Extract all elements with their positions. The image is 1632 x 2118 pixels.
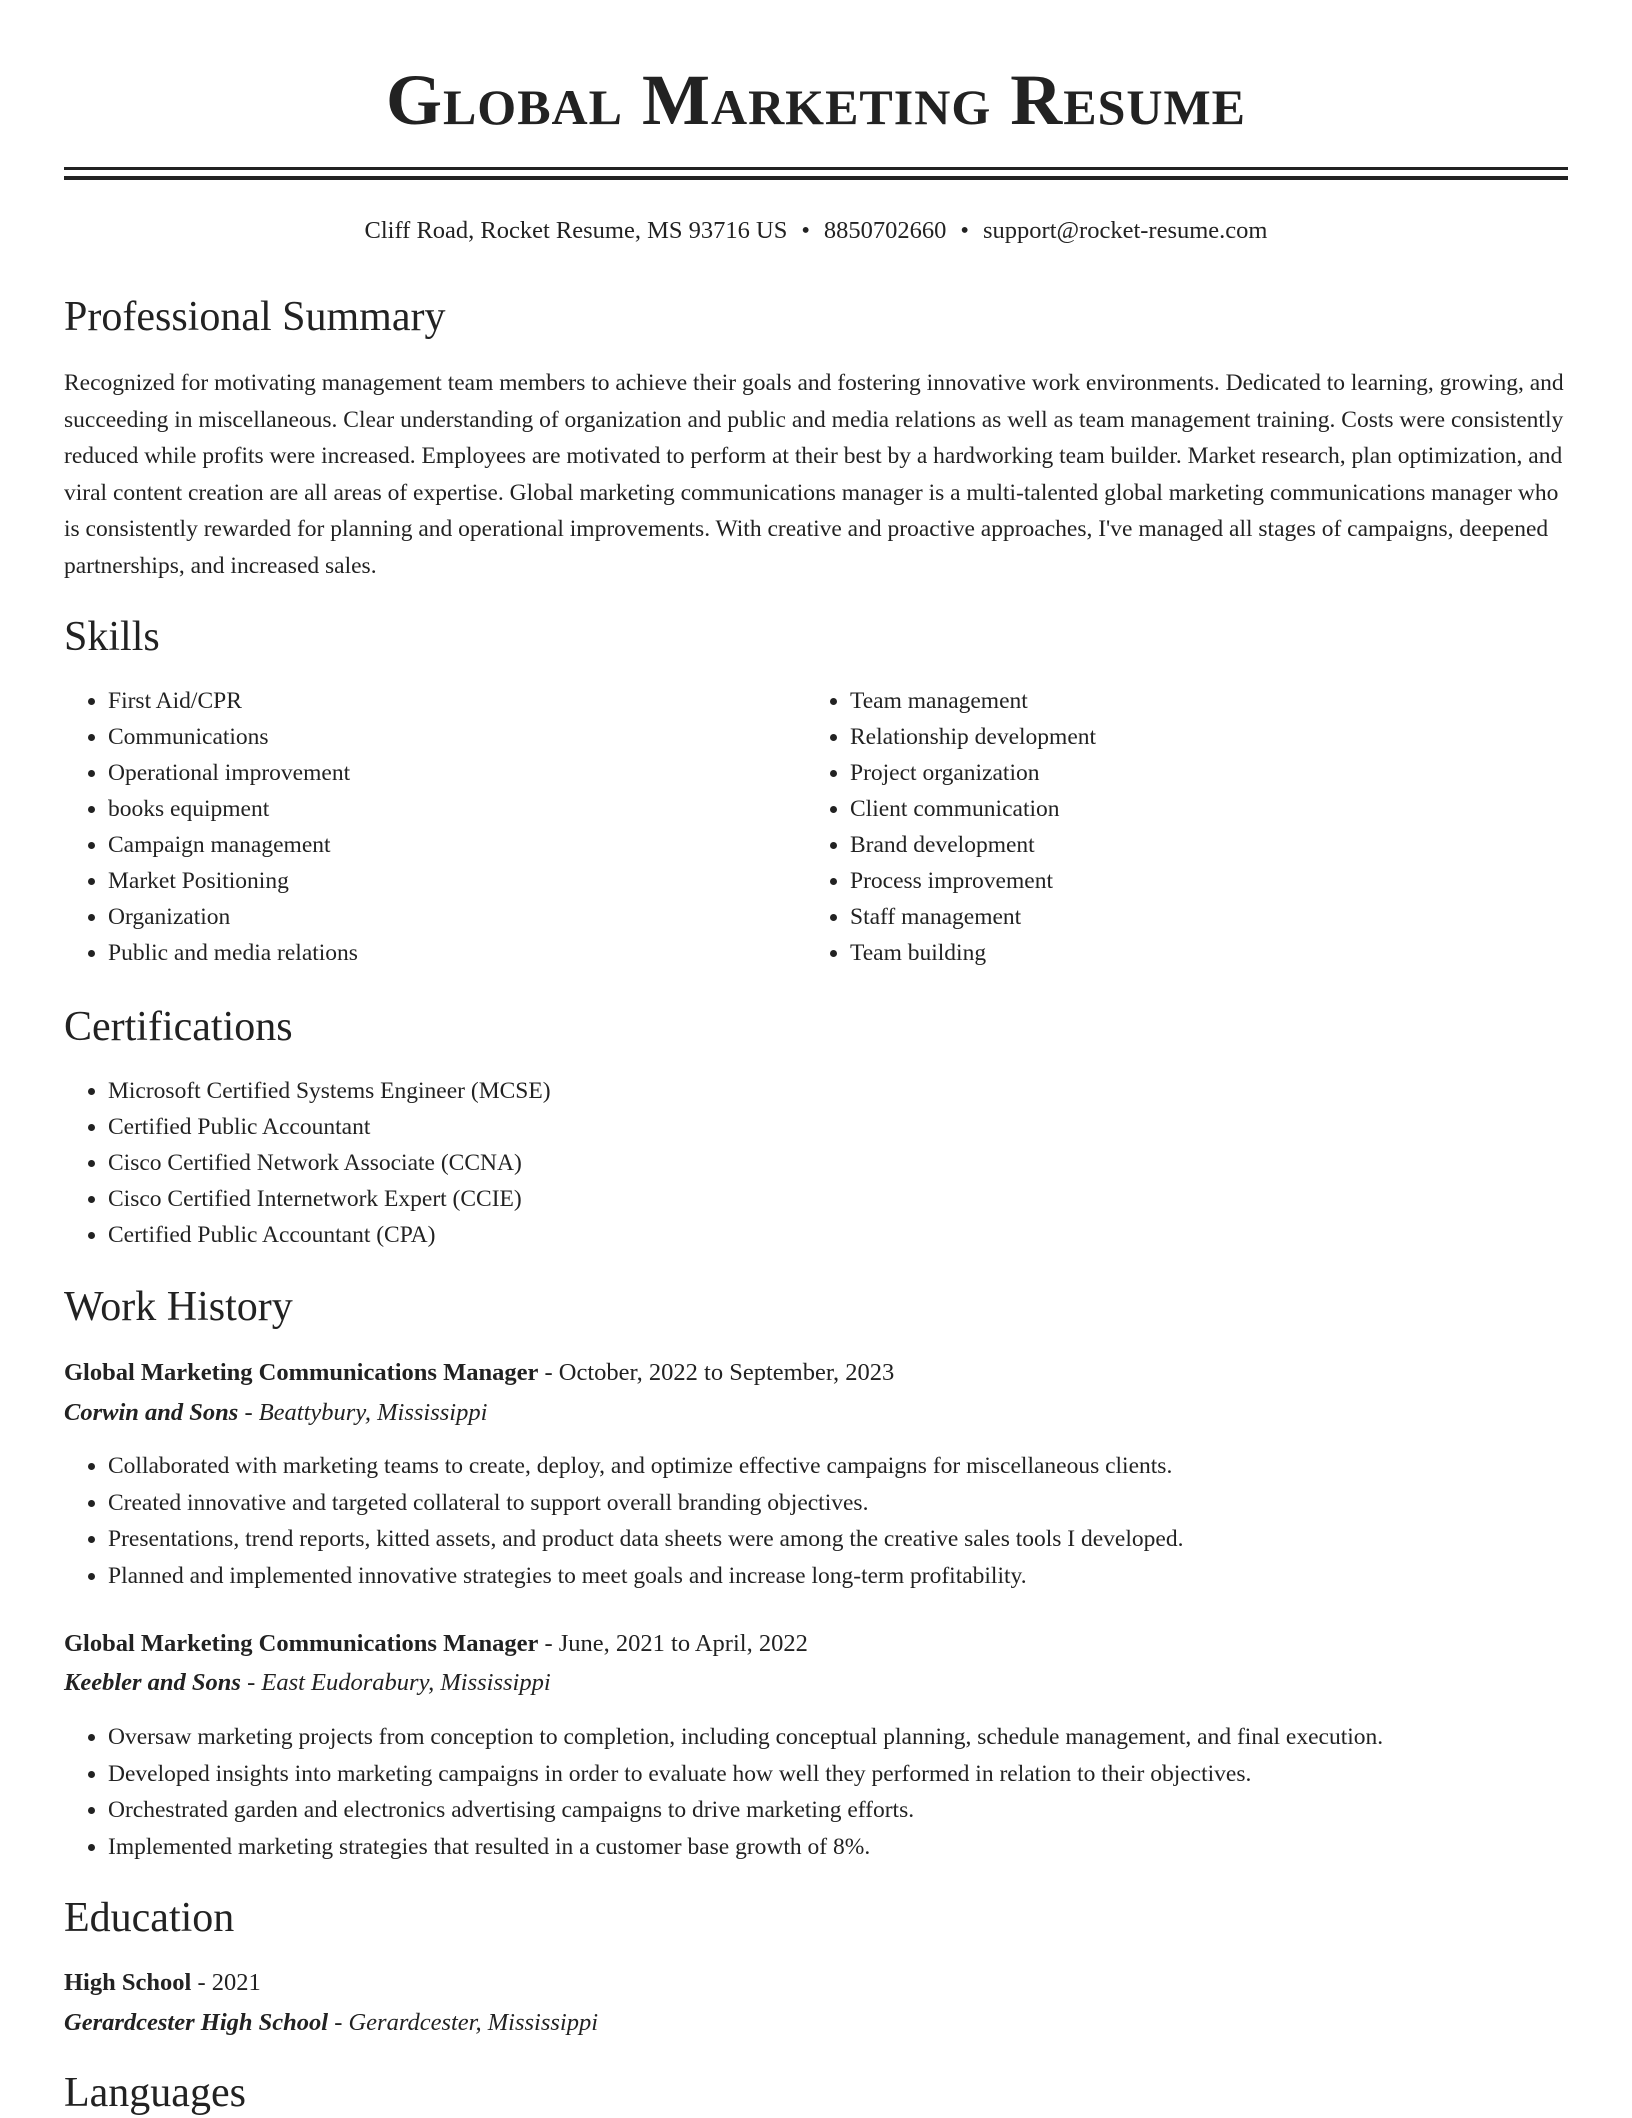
education-school: Gerardcester High School bbox=[64, 2009, 329, 2036]
employer-name: Corwin and Sons bbox=[64, 1399, 239, 1426]
skills-list-right bbox=[806, 683, 1550, 971]
skills-list-left bbox=[64, 683, 808, 971]
job-title: Global Marketing Communications Manager bbox=[64, 1630, 539, 1657]
skill-item: • Market Positioning bbox=[108, 863, 808, 899]
certification-item: • Cisco Certified Network Associate (CCNA) bbox=[108, 1145, 1568, 1181]
job-bullet: • Created innovative and targeted collateral to support overall branding objectives. bbox=[108, 1485, 1568, 1522]
skill-item: • First Aid/CPR bbox=[108, 683, 808, 719]
skill-item: • Process improvement bbox=[850, 863, 1550, 899]
job-dates: - June, 2021 to April, 2022 bbox=[538, 1630, 808, 1657]
job-bullet: • Oversaw marketing projects from conception to completion, including conceptual planning, schedule management, and final execution. bbox=[108, 1719, 1568, 1756]
skill-item: • Staff management bbox=[850, 899, 1550, 935]
job-bullet: • Orchestrated garden and electronics advertising campaigns to drive marketing efforts. bbox=[108, 1792, 1568, 1829]
job-dates: - October, 2022 to September, 2023 bbox=[538, 1359, 895, 1386]
contact-separator: • bbox=[960, 217, 969, 244]
job-bullet: • Developed insights into marketing campaigns in order to evaluate how well they performed in relation to their objectives. bbox=[108, 1756, 1568, 1793]
header-divider-bottom bbox=[64, 176, 1568, 180]
skill-item: • Brand development bbox=[850, 827, 1550, 863]
work-history-heading: Work History bbox=[64, 1284, 293, 1330]
job-title: Global Marketing Communications Manager bbox=[64, 1359, 539, 1386]
skill-item: • Organization bbox=[108, 899, 808, 935]
skill-item: • Public and media relations bbox=[108, 935, 808, 971]
certifications-heading: Certifications bbox=[64, 1004, 293, 1050]
skill-item: • Communications bbox=[108, 719, 808, 755]
contact-separator: • bbox=[801, 217, 810, 244]
employer-line bbox=[64, 1665, 551, 1701]
education-degree-line bbox=[64, 1965, 261, 2001]
skill-item: • Team building bbox=[850, 935, 1550, 971]
skill-item: • Relationship development bbox=[850, 719, 1550, 755]
education-location: - Gerardcester, Mississippi bbox=[328, 2009, 599, 2036]
languages-heading: Languages bbox=[64, 2070, 246, 2116]
skill-item: • Campaign management bbox=[108, 827, 808, 863]
job-title-line bbox=[64, 1626, 808, 1662]
job-bullet: • Collaborated with marketing teams to create, deploy, and optimize effective campaigns for miscellaneous clients. bbox=[108, 1448, 1568, 1485]
skill-item: • Client communication bbox=[850, 791, 1550, 827]
education-degree: High School bbox=[64, 1969, 192, 1996]
education-year: - 2021 bbox=[191, 1969, 261, 1996]
certification-item: • Microsoft Certified Systems Engineer (MCSE) bbox=[108, 1073, 1568, 1109]
header-divider-top bbox=[64, 167, 1568, 170]
skills-heading: Skills bbox=[64, 614, 160, 660]
skill-item: • Team management bbox=[850, 683, 1550, 719]
job-bullet: • Planned and implemented innovative strategies to meet goals and increase long-term profitability. bbox=[108, 1558, 1568, 1595]
job-bullets bbox=[64, 1719, 1568, 1865]
job-bullet: • Implemented marketing strategies that resulted in a customer base growth of 8%. bbox=[108, 1829, 1568, 1866]
job-title-line bbox=[64, 1355, 894, 1391]
skill-item: • books equipment bbox=[108, 791, 808, 827]
employer-location: - East Eudorabury, Mississippi bbox=[240, 1669, 551, 1696]
skill-item: • Operational improvement bbox=[108, 755, 808, 791]
resume-title: Global Marketing Resume bbox=[385, 60, 1247, 140]
employer-line bbox=[64, 1395, 487, 1431]
certification-item: • Certified Public Accountant (CPA) bbox=[108, 1217, 1568, 1253]
summary-text: Recognized for motivating management team members to achieve their goals and fostering innovative work environments. Dedicated to learning, growing, and succeeding in miscellaneous. Clear understanding of organization and public and media relations as well as team management training. Costs were consistently reduced while profits were increased. Employees are motivated to perform at their best by a hardworking team builder. Market research, plan optimization, and viral content creation are all areas of expertise. Global marketing communications manager is a multi-talented global marketing communications manager who is consistently rewarded for planning and operational improvements. With creative and proactive approaches, I've managed all stages of campaigns, deepened partnerships, and increased sales. bbox=[64, 370, 1564, 579]
education-school-line bbox=[64, 2005, 598, 2041]
summary-heading: Professional Summary bbox=[64, 294, 446, 340]
certification-item: • Cisco Certified Internetwork Expert (CCIE) bbox=[108, 1181, 1568, 1217]
contact-line bbox=[64, 214, 1568, 248]
certification-item: • Certified Public Accountant bbox=[108, 1109, 1568, 1145]
education-heading: Education bbox=[64, 1895, 235, 1941]
contact-email: support@rocket-resume.com bbox=[983, 217, 1268, 244]
job-bullets bbox=[64, 1448, 1568, 1594]
job-bullet: • Presentations, trend reports, kitted assets, and product data sheets were among the creative sales tools I developed. bbox=[108, 1521, 1568, 1558]
employer-location: - Beattybury, Mississippi bbox=[238, 1399, 488, 1426]
employer-name: Keebler and Sons bbox=[64, 1669, 241, 1696]
contact-address: Cliff Road, Rocket Resume, MS 93716 US bbox=[364, 217, 788, 244]
certifications-list bbox=[64, 1073, 1568, 1253]
contact-phone: 8850702660 bbox=[823, 217, 947, 244]
skill-item: • Project organization bbox=[850, 755, 1550, 791]
